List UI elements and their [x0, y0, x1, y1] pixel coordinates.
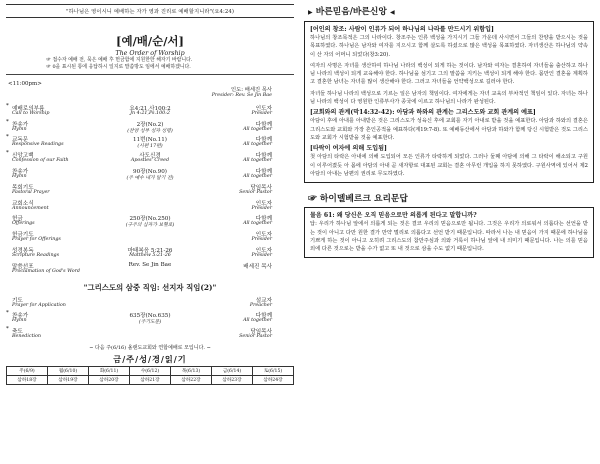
stand-marker: *	[6, 310, 9, 317]
reading-day-cell: 수(6/12)	[130, 366, 171, 375]
item-name-en: Offerings	[12, 221, 35, 227]
reading-day-cell: 화(6/11)	[89, 366, 130, 375]
item-name-ko: 찬송가	[12, 169, 29, 175]
item-content-ko: 마태복음 5:21-26	[127, 247, 173, 254]
doctrine-paragraph: 아담이 후에 아내를 아내받은 것은 그리스도가 성육신 후에 교회를 자기 아내로 받을 것을 예표한다. 아담과 하와의 결혼은 그리스도와 교회와 가장 흔인공적을 예표하다(계19:7-8). 또 예배동산에서 아담과 하와가 함께 당신 시험받은 것도 그리스도와 교회가 시험받을 것을 예표한다.	[310, 118, 588, 141]
item-person-en: Preacher	[249, 302, 272, 308]
service-time: <11:00pm>	[8, 81, 42, 87]
item-name-ko: 성경봉독	[12, 247, 34, 254]
item-person-ko: 다함께	[255, 121, 272, 128]
item-name-en: Announcement	[12, 205, 49, 211]
worship-item	[6, 183, 294, 199]
reading-day-cell: 금(6/14)	[212, 366, 253, 375]
reading-passage-cell: 삼하19장	[48, 375, 89, 384]
item-name-ko: 찬송가	[12, 121, 29, 128]
header-verse: "하나님은 영이시니 예배하는 자가 영과 진리로 예배할지니라"(요4:24)	[6, 4, 294, 18]
reading-plan-days-row	[7, 366, 294, 375]
item-person-ko: 배세진 목사	[243, 263, 272, 270]
stand-marker: *	[6, 150, 9, 157]
worship-item-list	[6, 104, 294, 278]
doctrine-box	[304, 21, 594, 183]
item-name-en: Prayer for Application	[12, 302, 66, 308]
item-content-ko: 90장(No.90)	[133, 169, 167, 175]
item-name-ko: 기도	[12, 297, 23, 304]
catechism-question: 물음 61: 왜 당신은 오직 믿음으로만 의롭게 된다고 말합니까?	[310, 212, 477, 220]
item-person-ko: 담임목사	[250, 184, 272, 191]
item-name-ko: 헌금	[12, 216, 23, 223]
item-person-ko: 담임목사	[250, 329, 272, 336]
catechism-box	[304, 207, 594, 258]
worship-item	[6, 135, 294, 151]
item-person-ko: 인도자	[255, 247, 272, 254]
item-content-ko: 사도신경	[139, 153, 161, 160]
item-person-en: Presider	[251, 237, 272, 243]
doctrine-paragraph: 하나님의 창조목적은 그의 나라이다. 창조주는 인류 백성을 가지시기 그들 가운데 사시면서 그들의 찬양을 받으시는 것을 목표하였다. 하나님은 남자와 여자를 지으시고 함께 살도록 하셨으로 많은 백성을 목표하였다. 자녀생산은 하나님의 약속이 산 자의 어머니 되었다(창3:20).	[310, 35, 588, 58]
doctrine-paragraph: 여자의 사명은 자녀를 생산하여 하나님 나라의 백성이 되게 하는 것이다. 남자와 여자는 결혼하여 자녀들을 출산하고 하나님 나라의 백성이 되게 교육해야 한다. 하나님을 섬기고 그의 말씀을 지키는 백성이 되게 해야 한다. 몸만인 결혼을 계획하고 결혼한 남녀는 자녀를 많이 생산해야 한다. 그러고 자녀들을 언약백성으로 길러야 한다.	[310, 62, 588, 86]
item-name-ko: 찬송가	[12, 313, 29, 320]
worship-item	[6, 167, 294, 183]
reading-passage-cell: 삼하21장	[130, 375, 171, 384]
reading-passage-cell: 삼하22장	[171, 375, 212, 384]
reading-plan-table	[6, 366, 294, 385]
doctrine-heading: [어인의 창조: 사람이 인류가 되어 하나님의 나라를 만드시기 위함입]	[310, 26, 494, 33]
item-content-en: Apostles' Creed	[130, 158, 170, 164]
doctrine-heading: [타락이 여자에 의해 도입됨]	[310, 145, 387, 153]
item-name-ko: 말씀선포	[12, 263, 34, 270]
item-person-ko: 인도자	[255, 200, 272, 207]
worship-item	[6, 151, 294, 167]
worship-item	[6, 214, 294, 230]
presider-ko: 인도: 배세진 목사	[231, 87, 272, 93]
doctrine-header-label: 바른믿음/바른신앙	[315, 7, 387, 17]
item-person-ko: 다함께	[255, 313, 272, 320]
worship-item	[6, 120, 294, 136]
item-content-en: (주기도문)	[138, 320, 162, 326]
item-content-ko: 635장(No.635)	[129, 313, 171, 320]
reading-day-cell: 주(6/9)	[7, 366, 48, 375]
page-subtitle: The Order of Worship	[115, 50, 185, 57]
stand-marker: *	[6, 102, 9, 109]
triangle-left-icon: ◀	[389, 9, 395, 16]
stand-marker: *	[6, 118, 9, 125]
item-name-en: Pastoral Prayer	[12, 189, 50, 195]
item-content-en: (주 예수 내가 알기 전)	[126, 176, 174, 181]
reading-plan-title: 금/주/성/경/읽/기	[113, 353, 187, 364]
sermon-title: "그리스도의 삼중 직임: 선지자 직임(2)"	[83, 282, 217, 292]
item-person-ko: 다함께	[255, 153, 272, 160]
item-name-ko: 축도	[12, 329, 23, 336]
doctrine-heading: [교회와의 관계(막14:32-42): 아담과 하와의 관계는 그리스도와 교회 관계의 예표]	[310, 109, 536, 117]
worship-item	[6, 262, 294, 278]
item-person-en: All together	[243, 126, 272, 132]
item-name-ko: 신앙고백	[12, 153, 34, 160]
item-content-ko: 요4:21,사100:2	[129, 105, 171, 112]
item-name-en: Benediction	[12, 334, 42, 340]
order-of-worship-column	[6, 4, 294, 460]
item-name-en: Scripture Readings	[12, 252, 60, 258]
item-name-en: Hymn	[12, 174, 27, 179]
item-name-en: Responsive Readings	[12, 142, 64, 148]
item-name-ko: 목회기도	[12, 184, 34, 191]
catechism-header	[308, 191, 594, 204]
item-name-ko: 헌금기도	[12, 232, 34, 239]
notice-line-1: ☞ 접수자 예배 전, 묵은 예배 후 헌금함에 지원한한 해자기 바랍니다.	[46, 57, 193, 63]
worship-item	[6, 246, 294, 262]
worship-item	[6, 311, 294, 327]
item-content-en: (찬양 성부 성자 성령)	[127, 128, 173, 134]
item-person-en: Presider	[251, 110, 272, 116]
item-person-ko: 설교자	[255, 297, 272, 304]
pointing-hand-icon: ☞	[308, 194, 317, 205]
item-content-en: (시편 17편)	[137, 144, 163, 150]
item-content-en: Jn 4:21,Ps.100:2	[130, 110, 170, 116]
notice-line-2: ☞ 0을 표시된 통에 응답하시 일지로 말씀방도 임에서 예배하겠니다.	[46, 64, 191, 70]
item-name-en: Call to Worship	[12, 110, 50, 116]
worship-item	[6, 296, 294, 312]
reading-passage-cell: 삼하20장	[89, 375, 130, 384]
item-person-en: All together	[243, 221, 272, 227]
page-title: [예/배/순/서]	[116, 34, 184, 48]
item-content-en: (구주의 십자가 보혈로)	[125, 223, 175, 229]
item-name-en: Hymn	[12, 126, 27, 132]
presider-en: Presider: Rev. Se Jin Bae	[211, 93, 272, 99]
stand-marker: *	[6, 134, 9, 141]
item-person-en: Presider	[251, 252, 272, 258]
item-name-ko: 교회소식	[12, 200, 34, 207]
doctrine-paragraph: 자녀들 하나님 나라의 백성으로 기르는 일은 남자의 책임이다. 여자에게는 자녀 교육의 부차적인 책임이 있다. 자녀는 하나님 나라의 백성이 다 영원한 인류부사가 종국에 이르고 하나님의 나라가 완성된다.	[310, 90, 588, 105]
item-name-ko: 교독문	[12, 137, 29, 144]
item-name-en: Proclamation of God's Word	[12, 268, 81, 274]
item-person-en: All together	[243, 174, 272, 179]
item-person-en: Senior Pastor	[239, 334, 272, 340]
divider	[6, 74, 294, 75]
item-person-ko: 다함께	[255, 137, 272, 144]
doctrine-header	[308, 4, 594, 17]
worship-item-list-2	[6, 296, 294, 343]
next-week-notice: ~ 다음 주(6/16) 올랜도교회와 연합예배로 모입니다. ~	[89, 344, 211, 351]
item-content-ko: 2장(No.2)	[136, 121, 164, 128]
item-content-ko: 11번(No.11)	[133, 137, 167, 144]
item-person-ko: 인도자	[255, 105, 272, 112]
item-person-ko: 다함께	[255, 169, 272, 175]
worship-item	[6, 230, 294, 246]
item-person-en: Senior Pastor	[239, 189, 272, 195]
item-content-en: Matthew 5:21-26	[129, 252, 171, 258]
reading-passage-cell: 삼하18장	[7, 375, 48, 384]
item-person-en: Presider	[251, 205, 272, 211]
worship-item	[6, 104, 294, 120]
item-person-en: All together	[243, 142, 272, 148]
reading-passage-cell: 삼하24장	[253, 375, 294, 384]
reading-plan-readings-row	[7, 375, 294, 384]
item-content-ko: Rev. Se Jin Bae	[128, 261, 172, 268]
reading-day-cell: 목(6/13)	[171, 366, 212, 375]
triangle-right-icon: ▶	[308, 9, 313, 16]
item-person-ko: 다함께	[255, 216, 272, 223]
doctrine-paragraph: 첫 아담의 타락은 아내에 의해 도입되어 모든 인류가 타락하게 되었다. 그러나 둘째 아담에 의해 그 타락이 해소되고 구원이 이루어졌듯 아 몸에 아담의 아내 곧 새자항로 대표된 교회는 결혼 아무런 개입을 하지 못하였다. 구원사역에 있어서 제2아담의 아내는 남편의 권리로 무도하였다.	[310, 154, 588, 177]
stand-marker: *	[6, 326, 9, 333]
doctrine-column	[304, 4, 594, 460]
reading-passage-cell: 삼하23장	[212, 375, 253, 384]
item-person-en: All together	[243, 318, 272, 324]
catechism-answer: 답: 우리가 하나님 앞에서 의롭게 되는 것은 결코 우리의 믿음으로만 됩니다. 그것은 우리가 의로워서 의롭다는 선언을 받는 것이 아니고 다만 원한 결가 만약 멀리로 의롭다고 선언 받기 때문입니다. 따라서 나는 내 믿음이 가지 때문에 하나님을 기쁘게 하는 것이 아니고 오히려 그리스도의 참만주심과 의와 거룩이 하나님 앞에 내 의미기 때문입니다. 나는 의를 믿음 외에 다른 것으로는 받을 수가 없고 또 내 것으로 삼을 수도 없기 때문입니다.	[310, 221, 588, 253]
item-name-en: Confession of our Faith	[12, 158, 69, 164]
reading-day-cell: 토(6/15)	[253, 366, 294, 375]
item-name-en: Hymn	[12, 318, 27, 324]
item-name-en: Prayer for Offerings	[12, 237, 61, 243]
item-person-ko: 인도자	[255, 232, 272, 239]
catechism-header-label: 하이델베르크 요리문답	[319, 194, 408, 205]
worship-item	[6, 199, 294, 215]
item-person-en: All together	[243, 158, 272, 164]
item-name-ko: 예배로의부름	[12, 105, 45, 112]
item-content-ko: 250장(No.250)	[129, 216, 171, 223]
worship-item	[6, 327, 294, 343]
reading-day-cell: 월(6/10)	[48, 366, 89, 375]
